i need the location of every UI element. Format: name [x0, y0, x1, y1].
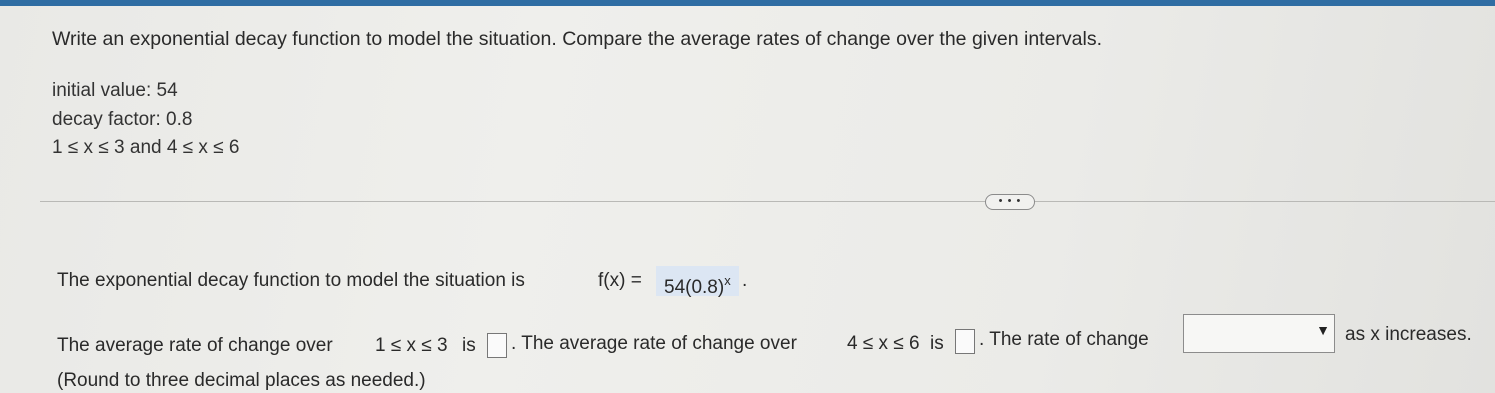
average-rate-1-answer-box[interactable]	[487, 333, 507, 358]
rate-comparison-dropdown[interactable]	[1183, 314, 1335, 353]
rate-is-2: is	[930, 333, 944, 354]
function-sentence-end: .	[742, 270, 748, 291]
function-answer-field[interactable]	[656, 266, 739, 296]
average-rate-2-answer-box[interactable]	[955, 329, 975, 354]
top-accent-bar	[0, 0, 1495, 6]
expand-more-button[interactable]: • • •	[985, 194, 1035, 210]
rate-sentence-part3: . The rate of change	[979, 329, 1149, 350]
rate-is-1: is	[462, 335, 476, 356]
section-divider	[40, 201, 1495, 202]
question-prompt: Write an exponential decay function to model the situation. Compare the average rates of change over the given intervals.	[52, 28, 1103, 50]
dropdown-arrow-icon: ▼	[1316, 322, 1330, 338]
interval1-text: 1 ≤ x ≤ 3	[375, 335, 448, 356]
decay-factor-text: decay factor: 0.8	[52, 109, 193, 130]
rate-sentence-end: as x increases.	[1345, 324, 1472, 345]
intervals-text: 1 ≤ x ≤ 3 and 4 ≤ x ≤ 6	[52, 137, 240, 158]
function-lhs: f(x) =	[598, 270, 642, 291]
rounding-note: (Round to three decimal places as needed.)	[57, 370, 426, 391]
function-answer-exponent: x	[724, 273, 731, 288]
rate-sentence-part2: . The average rate of change over	[511, 333, 797, 354]
function-answer-base: 54(0.8)	[664, 277, 725, 298]
rate-sentence-part1: The average rate of change over	[57, 335, 333, 356]
function-sentence: The exponential decay function to model the situation is	[57, 270, 525, 291]
initial-value-text: initial value: 54	[52, 80, 178, 101]
interval2-text: 4 ≤ x ≤ 6	[847, 333, 920, 354]
